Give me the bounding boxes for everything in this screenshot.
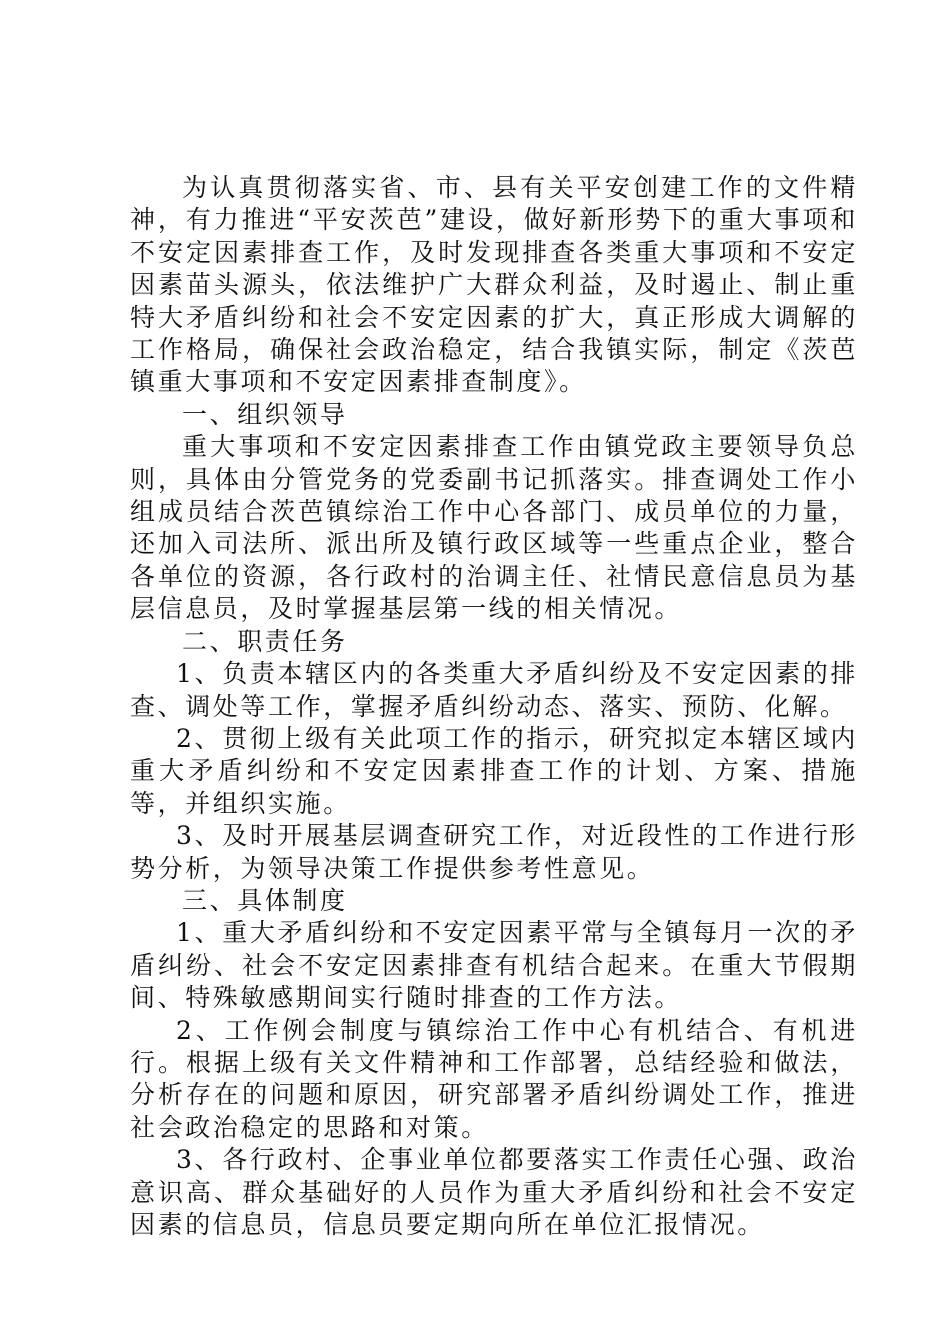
organization-paragraph: 重大事项和不安定因素排查工作由镇党政主要领导负总则，具体由分管党务的党委副书记抓落实。排查调处工作小组成员结合茨芭镇综治工作中心各部门、成员单位的力量，还加入司法所、派出所及镇行政区域等一些重点企业，整合各单位的资源，各行政村的治调主任、社情民意信息员为基层信息员，及时掌握基层第一线的相关情况。 [130, 432, 858, 624]
duty-item-2: 2、贯彻上级有关此项工作的指示，研究拟定本辖区域内重大矛盾纠纷和不安定因素排查工作的计划、方案、措施等，并组织实施。 [130, 723, 858, 818]
section-heading-system: 三、具体制度 [182, 885, 348, 915]
system-item-2: 2、工作例会制度与镇综治工作中心有机结合、有机进行。根据上级有关文件精神和工作部署，总结经验和做法，分析存在的问题和原因，研究部署矛盾纠纷调处工作，推进社会政治稳定的思路和对策。 [130, 1015, 858, 1142]
duty-item-3: 3、及时开展基层调查研究工作，对近段性的工作进行形势分析，为领导决策工作提供参考性意见。 [130, 821, 858, 883]
section-heading-organization: 一、组织领导 [182, 399, 348, 429]
system-item-1: 1、重大矛盾纠纷和不安定因素平常与全镇每月一次的矛盾纠纷、社会不安定因素排查有机结合起来。在重大节假期间、特殊敏感期间实行随时排查的工作方法。 [130, 918, 858, 1013]
document-body [130, 172, 858, 1241]
intro-paragraph: 为认真贯彻落实省、市、县有关平安创建工作的文件精神，有力推进“平安茨芭”建设，做好新形势下的重大事项和不安定因素排查工作，及时发现排查各类重大事项和不安定因素苗头源头，依法维护广大群众利益，及时遏止、制止重特大矛盾纠纷和社会不安定因素的扩大，真正形成大调解的工作格局，确保社会政治稳定，结合我镇实际，制定《茨芭镇重大事项和不安定因素排查制度》。 [130, 173, 858, 397]
section-heading-duties: 二、职责任务 [182, 626, 348, 656]
duty-item-1: 1、负责本辖区内的各类重大矛盾纠纷及不安定因素的排查、调处等工作，掌握矛盾纠纷动态、落实、预防、化解。 [130, 659, 858, 721]
system-item-3: 3、各行政村、企事业单位都要落实工作责任心强、政治意识高、群众基础好的人员作为重大矛盾纠纷和社会不安定因素的信息员，信息员要定期向所在单位汇报情况。 [130, 1145, 858, 1239]
